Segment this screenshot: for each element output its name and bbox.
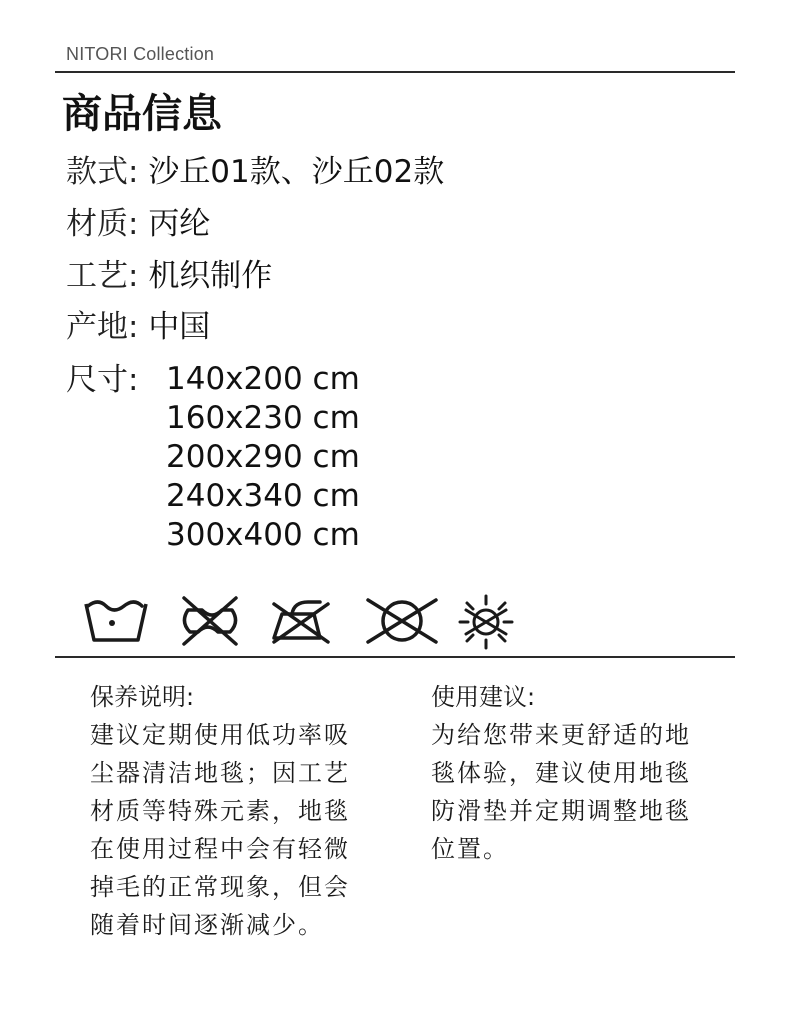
spec-material (66, 204, 210, 244)
spec-value: 机织制作 (148, 258, 273, 294)
spec-craft (66, 256, 272, 296)
spec-value: 沙丘01款、沙丘02款 (148, 154, 445, 190)
size-item: 140x200 cm (166, 361, 360, 397)
usage-line: 毯体验，建议使用地毯 (431, 759, 691, 787)
care-line: 随着时间逐渐减少。 (90, 911, 324, 939)
spec-label: 材质: (66, 206, 139, 242)
care-line: 尘器清洁地毯；因工艺 (90, 759, 350, 787)
care-line: 掉毛的正常现象，但会 (90, 873, 350, 901)
spec-value: 丙纶 (148, 206, 211, 242)
usage-advice (431, 678, 721, 868)
size-item: 240x340 cm (166, 478, 360, 514)
size-item: 300x400 cm (166, 517, 360, 553)
spec-origin (66, 307, 210, 347)
page-title: 商品信息 (62, 91, 222, 137)
spec-label: 款式: (66, 154, 139, 190)
do-not-iron-icon (268, 592, 334, 648)
spec-style (66, 152, 444, 192)
usage-line: 防滑垫并定期调整地毯 (431, 797, 691, 825)
size-item: 160x230 cm (166, 400, 360, 436)
care-line: 材质等特殊元素，地毯 (90, 797, 350, 825)
section-divider (55, 656, 735, 658)
care-icons-row (82, 592, 522, 652)
usage-heading: 使用建议: (431, 683, 536, 711)
care-heading: 保养说明: (90, 683, 195, 711)
care-line: 建议定期使用低功率吸 (90, 721, 350, 749)
do-not-sun-dry-icon (456, 592, 516, 652)
care-line: 在使用过程中会有轻微 (90, 835, 350, 863)
spec-label: 工艺: (66, 258, 139, 294)
usage-line: 位置。 (431, 835, 509, 863)
spec-value: 中国 (148, 309, 211, 345)
do-not-wring-icon (178, 592, 244, 648)
brand-name: NITORI Collection (66, 44, 215, 64)
size-list (166, 360, 360, 555)
do-not-dry-clean-icon (364, 592, 440, 648)
size-item: 200x290 cm (166, 439, 360, 475)
care-instructions (90, 678, 380, 944)
spec-label: 产地: (66, 309, 139, 345)
hand-wash-icon (82, 592, 152, 648)
usage-line: 为给您带来更舒适的地 (431, 721, 691, 749)
size-label: 尺寸: (66, 362, 139, 398)
top-divider (55, 71, 735, 73)
